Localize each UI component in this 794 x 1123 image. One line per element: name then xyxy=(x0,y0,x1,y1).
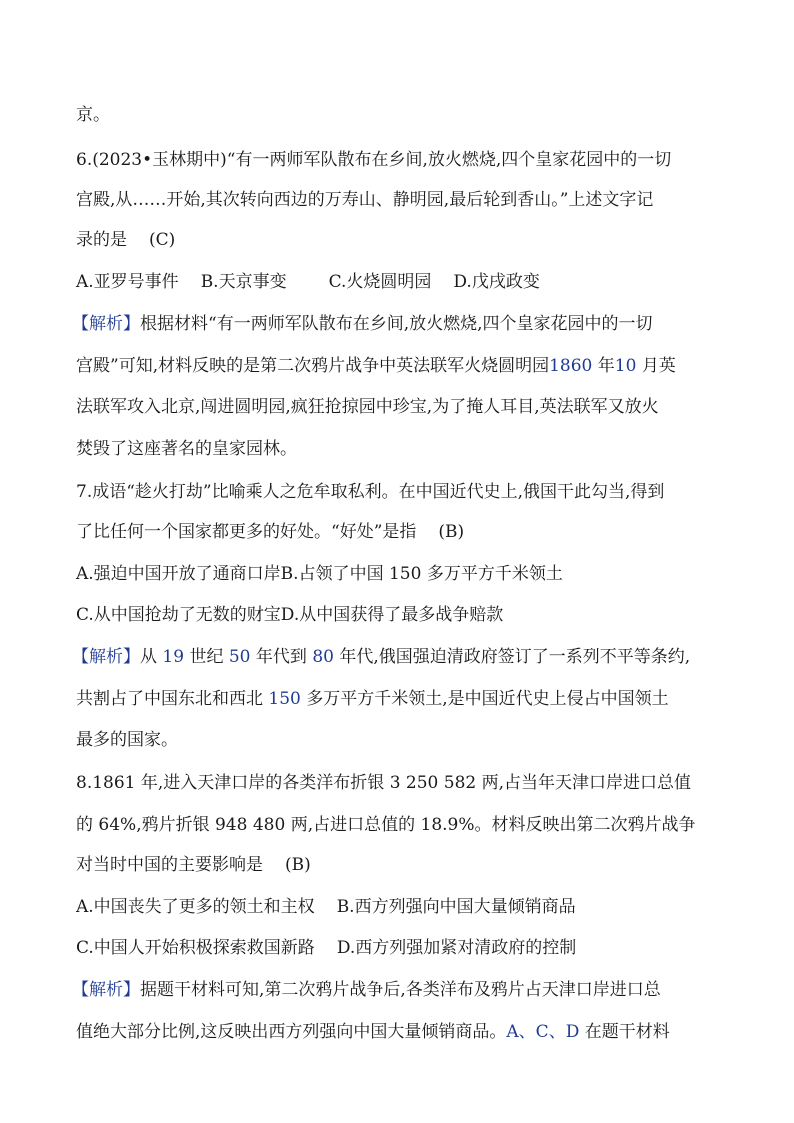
q8-stem-line2: 的 64%,鸦片折银 948 480 两,占进口总值的 18.9%。材料反映出第二次鸦片战争 xyxy=(76,815,696,835)
q6-year-1860: 1860 xyxy=(549,356,593,376)
q8-analysis-text2a: 值绝大部分比例,这反映出西方列强向中国大量倾销商品。 xyxy=(76,1022,507,1042)
q6-stem-line1: 6.(2023•玉林期中)“有一两师军队散布在乡间,放火燃烧,四个皇家花园中的一切 xyxy=(76,150,672,170)
q6-analysis-text1: 根据材料“有一两师军队散布在乡间,放火燃烧,四个皇家花园中的一切 xyxy=(140,314,653,334)
q7-stem-line1: 7.成语“趁火打劫”比喻乘人之危牟取私利。在中国近代史上,俄国干此勾当,得到 xyxy=(76,482,665,502)
q7-analysis-line1 xyxy=(72,646,690,668)
q8-analysis-line1 xyxy=(72,979,661,1001)
q6-stem-line3 xyxy=(76,229,175,251)
q7-analysis-text1d: 年代,俄国强迫清政府签订了一系列不平等条约, xyxy=(339,647,691,667)
q6-option-c: C.火烧圆明园 xyxy=(328,272,432,292)
q6-analysis-text2a: 宫殿”可知,材料反映的是第二次鸦片战争中英法联军火烧圆明园 xyxy=(76,356,550,376)
q8-option-d: D.西方列强加紧对清政府的控制 xyxy=(336,938,577,958)
q8-stem-text: 对当时中国的主要影响是 xyxy=(76,855,263,875)
q7-analysis-text1b: 世纪 xyxy=(189,647,224,667)
q6-analysis-line4: 焚毁了这座著名的皇家园林。 xyxy=(76,439,297,459)
q8-stem-line1: 8.1861 年,进入天津口岸的各类洋布折银 3 250 582 两,占当年天津口岸进口总值 xyxy=(76,773,692,793)
q6-stem-text: 录的是 xyxy=(76,230,127,250)
q7-stem-text: 了比任何一个国家都更多的好处。“好处”是指 xyxy=(76,522,417,542)
q7-analysis-tag: 【解析】 xyxy=(72,647,140,667)
q6-stem-line2: 宫殿,从……开始,其次转向西边的万寿山、静明园,最后轮到香山。”上述文字记 xyxy=(76,190,654,210)
q8-analysis-tag: 【解析】 xyxy=(72,980,140,1000)
q8-option-a: A.中国丧失了更多的领土和主权 xyxy=(76,897,315,917)
q7-analysis-text1a: 从 xyxy=(140,647,157,667)
q7-num-150: 150 xyxy=(268,689,301,709)
q8-analysis-text1: 据题干材料可知,第二次鸦片战争后,各类洋布及鸦片占天津口岸进口总 xyxy=(140,980,661,1000)
q7-answer: (B) xyxy=(438,522,465,542)
q6-analysis-line2 xyxy=(76,355,676,377)
q6-option-d: D.戊戌政变 xyxy=(453,272,540,292)
q5-tail-text: 京。 xyxy=(76,105,110,125)
q7-analysis-line3: 最多的国家。 xyxy=(76,730,178,750)
q7-options-line2: C.从中国抢劫了无数的财宝D.从中国获得了最多战争赔款 xyxy=(76,605,504,625)
q7-analysis-text1c: 年代到 xyxy=(255,647,307,667)
q7-options-line1: A.强迫中国开放了通商口岸B.占领了中国 150 多万平方千米领土 xyxy=(76,564,563,584)
q8-option-b: B.西方列强向中国大量倾销商品 xyxy=(336,897,576,917)
q8-analysis-text2b: 在题干材料 xyxy=(584,1022,670,1042)
q8-answer: (B) xyxy=(285,855,311,875)
q6-options xyxy=(76,271,540,293)
q7-num-19: 19 xyxy=(162,647,185,667)
q8-analysis-line2 xyxy=(76,1021,670,1043)
q8-options-line2 xyxy=(76,937,576,959)
q8-options-line1 xyxy=(76,896,576,918)
q7-num-50: 50 xyxy=(228,647,251,667)
q6-analysis-text2b: 年 xyxy=(597,356,615,376)
q6-analysis-line3: 法联军攻入北京,闯进圆明园,疯狂抢掠园中珍宝,为了掩人耳目,英法联军又放火 xyxy=(76,397,659,417)
q8-letters-acd: A、C、D xyxy=(506,1022,580,1042)
q6-analysis-line1 xyxy=(72,313,653,335)
q7-num-80: 80 xyxy=(312,647,334,667)
q7-analysis-line2 xyxy=(76,688,669,710)
q6-option-b: B.天京事变 xyxy=(200,272,287,292)
q7-stem-line2 xyxy=(76,521,464,543)
q7-analysis-text2a: 共割占了中国东北和西北 xyxy=(76,689,263,709)
q8-option-c: C.中国人开始积极探索救国新路 xyxy=(76,938,315,958)
q6-analysis-tag: 【解析】 xyxy=(72,314,140,334)
q6-option-a: A.亚罗号事件 xyxy=(76,272,179,292)
q6-month-10: 10 xyxy=(614,356,637,376)
q6-answer: (C) xyxy=(149,230,176,250)
q7-analysis-text2b: 多万平方千米领土,是中国近代史上侵占中国领土 xyxy=(306,689,669,709)
q6-analysis-text2c: 月英 xyxy=(641,356,676,376)
q8-stem-line3 xyxy=(76,854,311,876)
